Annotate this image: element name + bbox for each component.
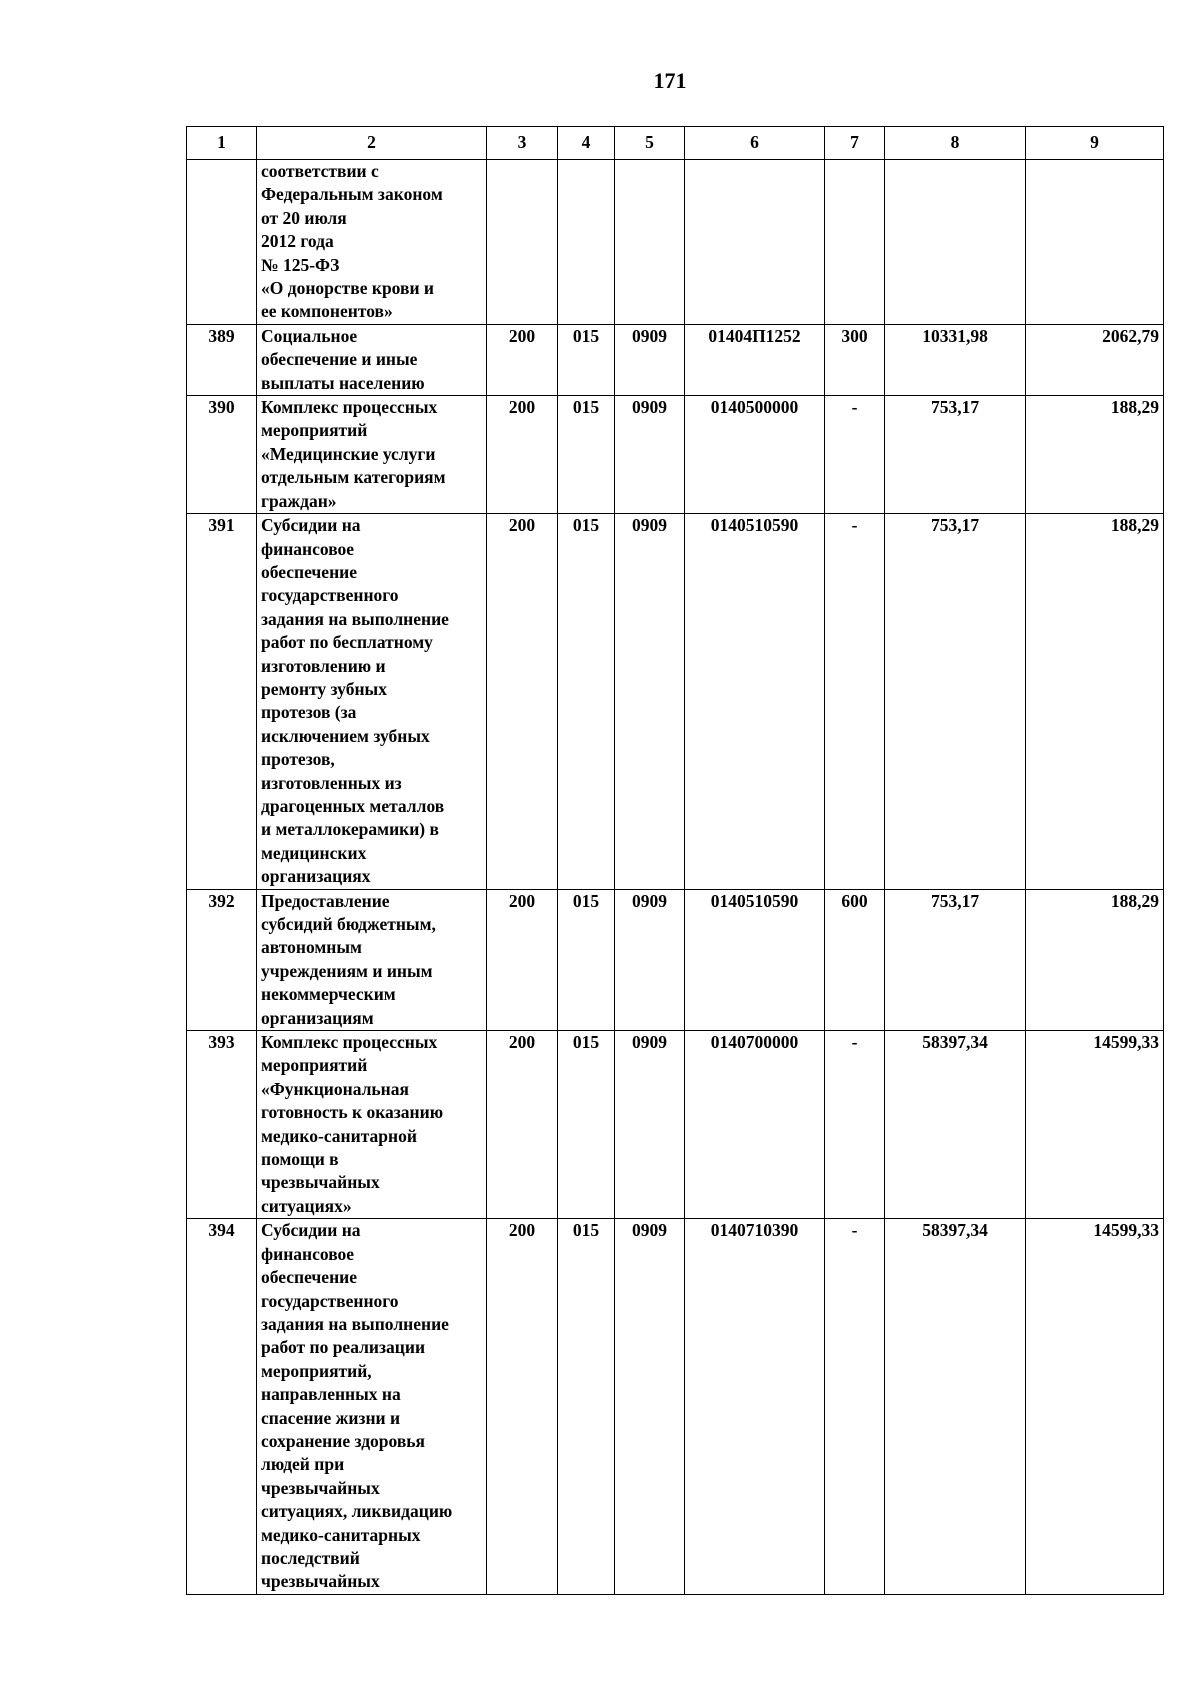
row-name-line: Предоставление (261, 890, 390, 911)
row-name-line: государственного (261, 1290, 399, 1311)
row-name-line: исключением зубных (261, 725, 430, 746)
row-name-line: мероприятий (261, 1055, 368, 1076)
row-name-line: выплаты населению (261, 372, 425, 393)
code-cell-7: - (825, 1031, 885, 1219)
row-name-line: обеспечение и иные (261, 349, 418, 370)
amount-cell-9: 14599,33 (1026, 1219, 1164, 1595)
row-name-cell (257, 514, 487, 890)
amount-cell-9: 2062,79 (1026, 324, 1164, 395)
row-name-line: чрезвычайных (261, 1571, 380, 1592)
row-name-line: Социальное (261, 325, 358, 346)
row-name-line: № 125-ФЗ (261, 254, 340, 275)
code-cell-5: 0909 (615, 1219, 685, 1595)
column-header: 7 (825, 127, 885, 160)
amount-cell-8 (885, 160, 1026, 325)
row-name-line: драгоценных металлов (261, 795, 445, 816)
row-name-line: готовность к оказанию (261, 1102, 444, 1123)
amount-cell-9: 188,29 (1026, 396, 1164, 514)
row-name-line: помощи в (261, 1149, 339, 1170)
table-row (187, 324, 1164, 395)
code-cell-5: 0909 (615, 324, 685, 395)
amount-cell-8: 58397,34 (885, 1219, 1026, 1595)
row-name-line: изготовлению и (261, 655, 386, 676)
code-cell-6: 0140510590 (685, 889, 825, 1030)
code-cell-6: 0140700000 (685, 1031, 825, 1219)
amount-cell-8: 753,17 (885, 396, 1026, 514)
code-cell-4: 015 (558, 396, 615, 514)
row-name-cell (257, 1219, 487, 1595)
row-name-line: обеспечение (261, 1267, 358, 1288)
code-cell-3: 200 (487, 1031, 558, 1219)
column-header: 2 (257, 127, 487, 160)
code-cell-7: 300 (825, 324, 885, 395)
row-name-line: от 20 июля (261, 207, 347, 228)
code-cell-6: 01404П1252 (685, 324, 825, 395)
code-cell-3: 200 (487, 1219, 558, 1595)
table-row (187, 514, 1164, 890)
code-cell-3: 200 (487, 889, 558, 1030)
row-name-line: задания на выполнение (261, 1313, 449, 1334)
row-name-line: чрезвычайных (261, 1477, 380, 1498)
column-header: 8 (885, 127, 1026, 160)
code-cell-7: - (825, 396, 885, 514)
column-header: 9 (1026, 127, 1164, 160)
code-cell-5: 0909 (615, 889, 685, 1030)
amount-cell-9: 188,29 (1026, 514, 1164, 890)
row-name-line: организациях (261, 866, 371, 887)
row-name-line: чрезвычайных (261, 1172, 380, 1193)
code-cell-4: 015 (558, 1031, 615, 1219)
row-name-line: «Медицинские услуги (261, 443, 436, 464)
row-name-line: и металлокерамики) в (261, 819, 439, 840)
row-name-cell (257, 160, 487, 325)
row-name-line: спасение жизни и (261, 1407, 401, 1428)
row-name-line: организациям (261, 1007, 374, 1028)
code-cell-6: 0140710390 (685, 1219, 825, 1595)
code-cell-4: 015 (558, 324, 615, 395)
row-name-line: направленных на (261, 1384, 401, 1405)
code-cell-3 (487, 160, 558, 325)
table-row (187, 396, 1164, 514)
row-name-line: медико-санитарных (261, 1524, 421, 1545)
row-number-cell: 394 (187, 1219, 257, 1595)
row-name-line: граждан» (261, 490, 337, 511)
row-name-line: Федеральным законом (261, 184, 443, 205)
code-cell-4: 015 (558, 1219, 615, 1595)
table-body (187, 160, 1164, 1595)
row-number-cell (187, 160, 257, 325)
row-number-cell: 392 (187, 889, 257, 1030)
table-row (187, 1219, 1164, 1595)
row-name-line: отдельным категориям (261, 467, 446, 488)
row-name-line: финансовое (261, 538, 355, 559)
row-name-line: ситуациях» (261, 1195, 352, 1216)
code-cell-3: 200 (487, 514, 558, 890)
row-name-cell (257, 1031, 487, 1219)
row-name-line: ее компонентов» (261, 301, 393, 322)
row-name-line: автономным (261, 937, 362, 958)
row-name-line: изготовленных из (261, 772, 402, 793)
row-name-cell (257, 324, 487, 395)
table-row (187, 160, 1164, 325)
row-name-line: медицинских (261, 842, 367, 863)
code-cell-7: - (825, 514, 885, 890)
amount-cell-8: 753,17 (885, 514, 1026, 890)
row-name-line: учреждениям и иным (261, 960, 433, 981)
code-cell-7 (825, 160, 885, 325)
code-cell-6 (685, 160, 825, 325)
table-row (187, 1031, 1164, 1219)
row-name-line: работ по бесплатному (261, 632, 433, 653)
code-cell-7: - (825, 1219, 885, 1595)
code-cell-3: 200 (487, 324, 558, 395)
row-name-line: Субсидии на (261, 515, 361, 536)
row-name-line: государственного (261, 585, 399, 606)
code-cell-3: 200 (487, 396, 558, 514)
row-number-cell: 393 (187, 1031, 257, 1219)
code-cell-6: 0140500000 (685, 396, 825, 514)
column-header: 6 (685, 127, 825, 160)
amount-cell-8: 10331,98 (885, 324, 1026, 395)
row-name-line: «Функциональная (261, 1078, 409, 1099)
row-name-line: сохранение здоровья (261, 1430, 426, 1451)
code-cell-4: 015 (558, 514, 615, 890)
row-name-line: работ по реализации (261, 1337, 426, 1358)
row-name-line: «О донорстве крови и (261, 278, 434, 299)
amount-cell-9 (1026, 160, 1164, 325)
table-row (187, 889, 1164, 1030)
row-name-line: мероприятий (261, 420, 368, 441)
row-number-cell: 390 (187, 396, 257, 514)
amount-cell-9: 188,29 (1026, 889, 1164, 1030)
row-name-line: последствий (261, 1547, 360, 1568)
row-name-line: финансовое (261, 1243, 355, 1264)
row-name-line: мероприятий, (261, 1360, 372, 1381)
row-name-line: Субсидии на (261, 1220, 361, 1241)
code-cell-5: 0909 (615, 514, 685, 890)
amount-cell-9: 14599,33 (1026, 1031, 1164, 1219)
page-number: 171 (653, 68, 687, 93)
code-cell-4 (558, 160, 615, 325)
code-cell-5: 0909 (615, 396, 685, 514)
row-name-line: ситуациях, ликвидацию (261, 1501, 453, 1522)
code-cell-5 (615, 160, 685, 325)
table-header-row (187, 127, 1164, 160)
row-name-line: некоммерческим (261, 984, 396, 1005)
row-name-line: 2012 года (261, 231, 334, 252)
row-name-line: Комплекс процессных (261, 397, 438, 418)
row-name-cell (257, 889, 487, 1030)
code-cell-4: 015 (558, 889, 615, 1030)
row-name-line: соответствии с (261, 161, 379, 181)
row-name-line: задания на выполнение (261, 608, 449, 629)
row-name-line: Комплекс процессных (261, 1032, 438, 1053)
amount-cell-8: 58397,34 (885, 1031, 1026, 1219)
row-name-line: людей при (261, 1454, 345, 1475)
row-name-cell (257, 396, 487, 514)
row-number-cell: 389 (187, 324, 257, 395)
column-header: 3 (487, 127, 558, 160)
row-name-line: субсидий бюджетным, (261, 914, 436, 934)
budget-table (186, 126, 1164, 1595)
row-name-line: медико-санитарной (261, 1125, 417, 1146)
column-header: 1 (187, 127, 257, 160)
column-header: 4 (558, 127, 615, 160)
row-number-cell: 391 (187, 514, 257, 890)
row-name-line: обеспечение (261, 561, 358, 582)
amount-cell-8: 753,17 (885, 889, 1026, 1030)
code-cell-7: 600 (825, 889, 885, 1030)
column-header: 5 (615, 127, 685, 160)
row-name-line: протезов, (261, 749, 335, 770)
row-name-line: протезов (за (261, 702, 357, 723)
code-cell-6: 0140510590 (685, 514, 825, 890)
code-cell-5: 0909 (615, 1031, 685, 1219)
row-name-line: ремонту зубных (261, 678, 387, 699)
